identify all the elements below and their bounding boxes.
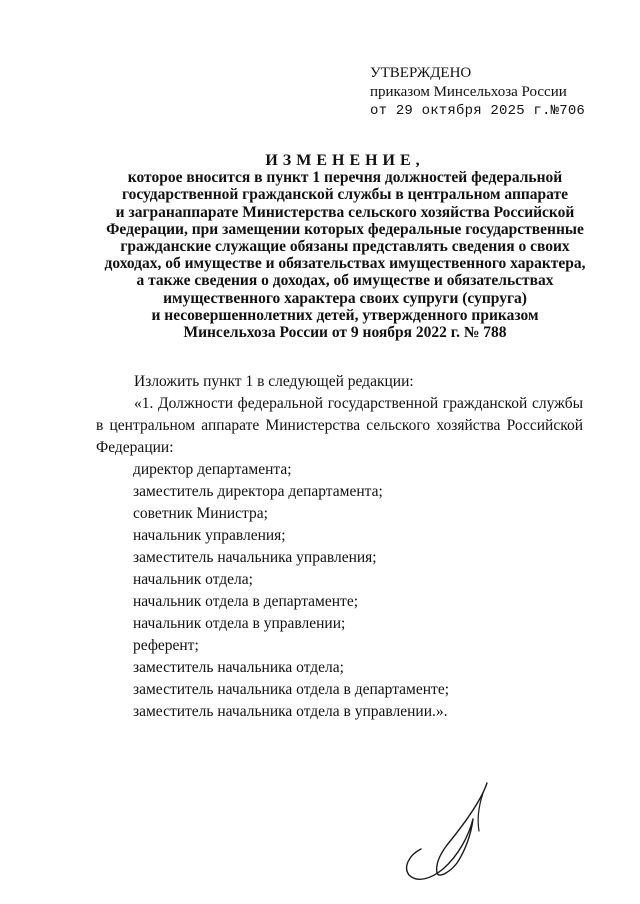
- title-line: гражданские служащие обязаны представлять сведения о своих: [120, 238, 570, 256]
- title-line: государственной гражданской службы в центральном аппарате: [121, 186, 569, 204]
- position-list-item: начальник отдела;: [133, 571, 253, 588]
- position-list-item: директор департамента;: [133, 461, 292, 478]
- position-list-item: референт;: [133, 637, 199, 654]
- position-list-item: заместитель начальника отдела;: [133, 659, 344, 676]
- position-list-item: заместитель директора департамента;: [133, 483, 383, 500]
- position-list-item: начальник отдела в управлении;: [133, 615, 346, 632]
- position-list-item: начальник управления;: [133, 527, 286, 544]
- position-list-item: заместитель начальника отдела в управлении.».: [133, 703, 448, 720]
- position-list-item: заместитель начальника управления;: [133, 549, 377, 566]
- position-list-item: заместитель начальника отдела в департаменте;: [133, 681, 450, 698]
- approval-date-number: от 29 октября 2025 г.№706: [370, 103, 586, 119]
- point-text-line: Федерации:: [96, 439, 174, 456]
- title-line: имущественного характера своих супруги (супруга): [163, 289, 527, 307]
- position-list-item: советник Министра;: [133, 505, 268, 522]
- title-heading: ИЗМЕНЕНИЕ,: [265, 152, 425, 169]
- approval-title: УТВЕРЖДЕНО: [370, 65, 472, 81]
- title-line: а также сведения о доходах, об имуществе и обязательствах: [136, 272, 554, 290]
- title-line: Минсельхоза России от 9 ноября 2022 г. № 788: [183, 324, 507, 342]
- title-line: и загранаппарате Министерства сельского хозяйства Российской: [115, 203, 575, 221]
- title-line: доходах, об имуществе и обязательствах имущественного характера,: [104, 255, 586, 273]
- position-list-item: начальник отдела в департаменте;: [133, 593, 358, 610]
- intro-paragraph: Изложить пункт 1 в следующей редакции:: [134, 373, 414, 390]
- title-line: Федерации, при замещении которых федеральные государственные: [106, 220, 584, 238]
- title-line: и несовершеннолетних детей, утвержденного приказом: [151, 306, 539, 324]
- title-line: которое вносится в пункт 1 перечня должностей федеральной: [127, 169, 563, 187]
- document-title: [100, 152, 590, 341]
- approval-stamp: [370, 64, 585, 121]
- signature-image: [395, 775, 505, 885]
- point-text-line: в центральном аппарате Министерства сельского хозяйства Российской: [96, 417, 583, 434]
- point-text-line: «1. Должности федеральной государственной гражданской службы: [134, 395, 583, 412]
- document-body: [96, 371, 583, 723]
- approval-order: приказом Минсельхоза России: [370, 84, 567, 100]
